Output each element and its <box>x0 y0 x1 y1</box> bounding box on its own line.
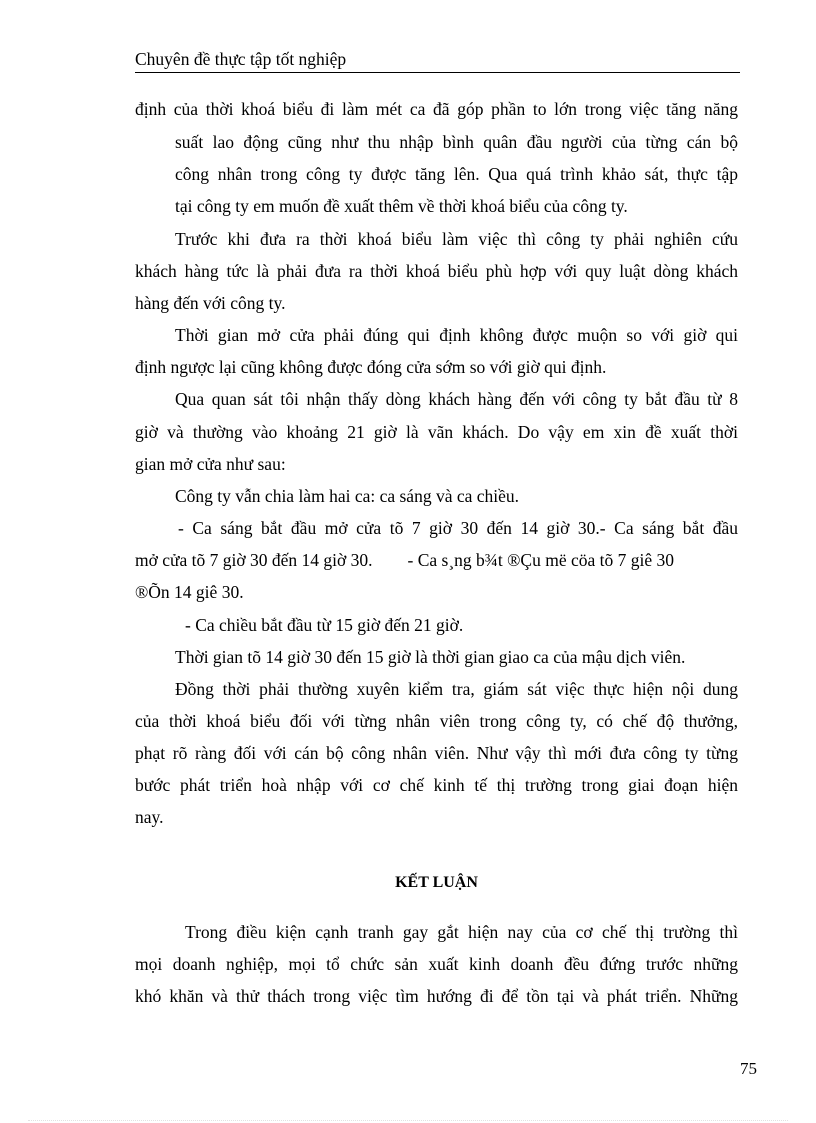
text-line: Qua quan sát tôi nhận thấy dòng khách hàng đến với công ty bắt đầu từ 8 <box>175 389 738 409</box>
page-bottom-divider <box>28 1120 788 1121</box>
text-line: định của thời khoá biểu đi làm mét ca đã góp phần to lớn trong việc tăng năng <box>135 99 738 119</box>
text-line: của thời khoá biểu đối với từng nhân viên trong công ty, có chế độ thưởng, <box>135 711 738 731</box>
text-line: mọi doanh nghiệp, mọi tổ chức sản xuất kinh doanh đều đứng trước những <box>135 954 738 974</box>
text-line: phạt rõ ràng đối với cán bộ công nhân viên. Như vậy thì mới đưa công ty từng <box>135 743 738 763</box>
text-line: gian mở cửa như sau: <box>135 454 286 474</box>
page-number: 75 <box>740 1059 757 1078</box>
text-line: Trong điều kiện cạnh tranh gay gắt hiện nay của cơ chế thị trường thì <box>185 922 738 942</box>
text-line: - Ca chiều bắt đầu từ 15 giờ đến 21 giờ. <box>185 615 464 635</box>
text-line: khách hàng tức là phải đưa ra thời khoá biểu phù hợp với quy luật dòng khách <box>135 261 738 281</box>
page-header <box>135 48 740 73</box>
text-line: giờ và thường vào khoảng 21 giờ là vãn khách. Do vậy em xin đề xuất thời <box>135 422 738 442</box>
text-line: khó khăn và thử thách trong việc tìm hướng đi để tồn tại và phát triển. Những <box>135 986 738 1006</box>
text-line: suất lao động cũng như thu nhập bình quân đầu người của từng cán bộ <box>175 132 738 152</box>
conclusion-heading: KẾT LUẬN <box>395 874 478 891</box>
text-line: Trước khi đưa ra thời khoá biểu làm việc thì công ty phải nghiên cứu <box>175 229 738 249</box>
text-line: bước phát triển hoà nhập với cơ chế kinh tế thị trường trong giai đoạn hiện <box>135 775 738 795</box>
text-line: Đồng thời phải thường xuyên kiểm tra, giám sát việc thực hiện nội dung <box>175 679 738 699</box>
header-title: Chuyên đề thực tập tốt nghiệp <box>135 49 347 69</box>
text-line: Công ty vẫn chia làm hai ca: ca sáng và ca chiều. <box>175 486 520 506</box>
text-line: ®Õn 14 giê 30. <box>135 582 244 602</box>
text-line: hàng đến với công ty. <box>135 293 286 313</box>
text-line: định ngược lại cũng không được đóng cửa sớm so với giờ qui định. <box>135 357 607 377</box>
text-line: mở cửa tõ 7 giờ 30 đến 14 giờ 30. - Ca s¸ng b¾t ®Çu më cöa tõ 7 giê 30 <box>135 550 675 570</box>
text-line: - Ca sáng bắt đầu mở cửa tõ 7 giờ 30 đến 14 giờ 30.- Ca sáng bắt đầu <box>178 518 738 538</box>
text-line: nay. <box>135 807 164 827</box>
text-line: tại công ty em muốn đề xuất thêm về thời khoá biểu của công ty. <box>175 196 628 216</box>
text-line: Thời gian tõ 14 giờ 30 đến 15 giờ là thời gian giao ca của mậu dịch viên. <box>175 647 686 667</box>
text-line: Thời gian mở cửa phải đúng qui định không được muộn so với giờ qui <box>175 325 738 345</box>
text-line: công nhân trong công ty được tăng lên. Qua quá trình khảo sát, thực tập <box>175 164 738 184</box>
